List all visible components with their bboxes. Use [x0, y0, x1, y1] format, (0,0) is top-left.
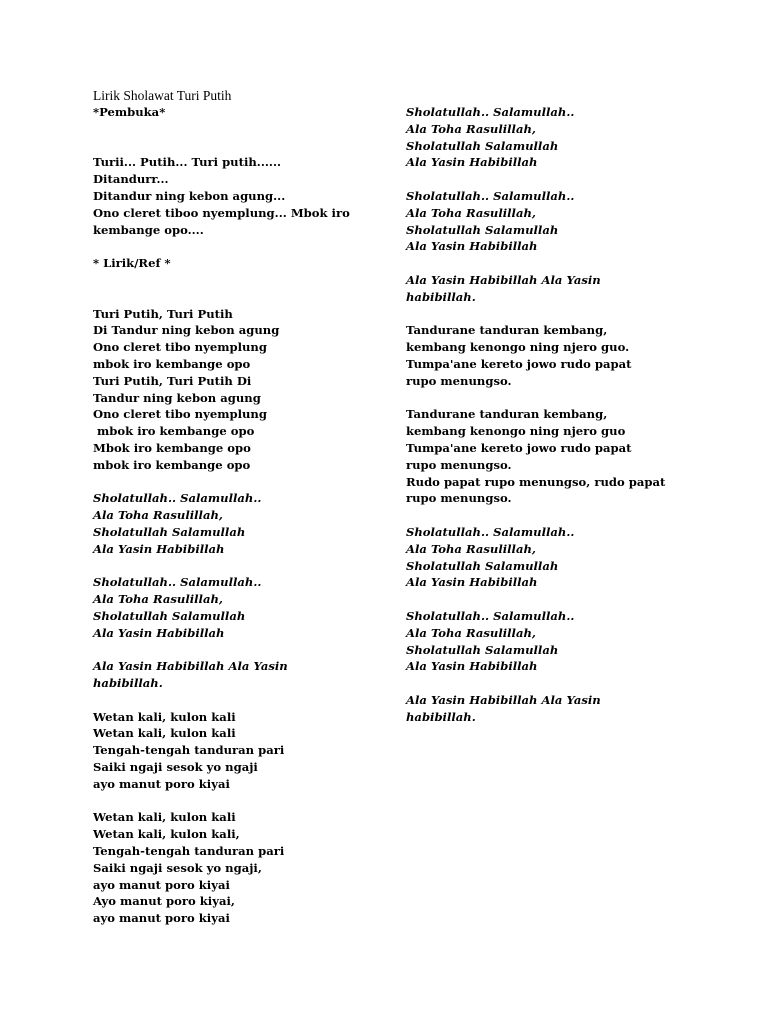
sholawat-line: Sholatullah.. Salamullah..: [93, 491, 262, 506]
sholawat-line: Ala Toha Rasulillah,: [93, 508, 223, 523]
pembuka-block: [93, 154, 393, 238]
habibillah-block: [406, 272, 706, 306]
wetan-block: [93, 709, 393, 793]
sholawat-line: Sholatullah Salamullah: [93, 524, 246, 539]
pembuka-line: Ditandurr...: [93, 172, 169, 187]
wetan-block: [93, 809, 393, 927]
tandurane-line: Rudo papat rupo menungso, rudo papat: [406, 474, 666, 489]
sholawat-block: [93, 490, 393, 557]
habibillah-line: habibillah.: [93, 676, 163, 691]
tandurane-line: kembang kenongo ning njero guo.: [406, 340, 630, 355]
habibillah-line: Ala Yasin Habibillah Ala Yasin: [406, 272, 601, 287]
tandurane-line: rupo menungso.: [406, 373, 512, 388]
ref-line: mbok iro kembange opo: [93, 424, 255, 439]
sholawat-line: Ala Yasin Habibillah: [93, 625, 225, 640]
sholawat-line: Sholatullah.. Salamullah..: [93, 575, 262, 590]
sholawat-line: Ala Yasin Habibillah: [406, 659, 538, 674]
pembuka-line: Ditandur ning kebon agung...: [93, 188, 286, 203]
wetan-line: Wetan kali, kulon kali: [93, 810, 236, 825]
wetan-line: ayo manut poro kiyai: [93, 776, 230, 791]
wetan-line: Wetan kali, kulon kali: [93, 709, 236, 724]
tandurane-line: Tandurane tanduran kembang,: [406, 407, 608, 422]
sholawat-line: Sholatullah Salamullah: [406, 138, 559, 153]
ref-line: mbok iro kembange opo: [93, 356, 251, 371]
ref-line: Di Tandur ning kebon agung: [93, 323, 280, 338]
habibillah-block: [93, 658, 393, 692]
wetan-line: Saiki ngaji sesok yo ngaji,: [93, 860, 262, 875]
sholawat-line: Ala Toha Rasulillah,: [406, 541, 536, 556]
sholawat-line: Ala Yasin Habibillah: [406, 575, 538, 590]
sholawat-line: Sholatullah.. Salamullah..: [406, 524, 575, 539]
ref-line: Turi Putih, Turi Putih: [93, 306, 233, 321]
wetan-line: Saiki ngaji sesok yo ngaji: [93, 760, 258, 775]
habibillah-block: [406, 692, 706, 726]
sholawat-line: Sholatullah.. Salamullah..: [406, 188, 575, 203]
pembuka-label: *Pembuka*: [93, 105, 166, 119]
sholawat-line: Ala Toha Rasulillah,: [406, 205, 536, 220]
pembuka-line: Turii... Putih... Turi putih......: [93, 155, 282, 170]
sholawat-line: Sholatullah Salamullah: [406, 222, 559, 237]
habibillah-line: habibillah.: [406, 709, 476, 724]
sholawat-line: Ala Toha Rasulillah,: [406, 121, 536, 136]
ref-block: [93, 306, 393, 474]
sholawat-line: Ala Toha Rasulillah,: [406, 625, 536, 640]
wetan-line: Wetan kali, kulon kali,: [93, 827, 240, 842]
sholawat-line: Sholatullah Salamullah: [406, 558, 559, 573]
tandurane-line: Tumpa'ane kereto jowo rudo papat: [406, 440, 632, 455]
sholawat-line: Sholatullah Salamullah: [93, 608, 246, 623]
ref-line: Ono cleret tibo nyemplung: [93, 407, 267, 422]
pembuka-line: kembange opo....: [93, 222, 204, 237]
sholawat-block: [93, 574, 393, 641]
ref-line: Ono cleret tibo nyemplung: [93, 340, 267, 355]
document-title: Lirik Sholawat Turi Putih: [93, 88, 232, 103]
tandurane-line: rupo menungso.: [406, 457, 512, 472]
wetan-line: ayo manut poro kiyai: [93, 911, 230, 926]
wetan-line: ayo manut poro kiyai: [93, 877, 230, 892]
wetan-line: Tengah-tengah tanduran pari: [93, 743, 285, 758]
ref-label: * Lirik/Ref *: [93, 256, 171, 271]
habibillah-line: habibillah.: [406, 289, 476, 304]
tandurane-block: [406, 322, 706, 389]
tandurane-line: kembang kenongo ning njero guo: [406, 424, 626, 439]
ref-line: Tandur ning kebon agung: [93, 390, 261, 405]
sholawat-line: Sholatullah Salamullah: [406, 642, 559, 657]
habibillah-line: Ala Yasin Habibillah Ala Yasin: [93, 659, 288, 674]
sholawat-line: Ala Toha Rasulillah,: [93, 592, 223, 607]
sholawat-line: Ala Yasin Habibillah: [406, 239, 538, 254]
sholawat-line: Ala Yasin Habibillah: [406, 155, 538, 170]
ref-line: Mbok iro kembange opo: [93, 440, 251, 455]
wetan-line: Tengah-tengah tanduran pari: [93, 844, 285, 859]
tandurane-line: Tandurane tanduran kembang,: [406, 323, 608, 338]
wetan-line: Ayo manut poro kiyai,: [93, 894, 235, 909]
sholawat-block: [406, 104, 706, 171]
habibillah-line: Ala Yasin Habibillah Ala Yasin: [406, 692, 601, 707]
tandurane-block: [406, 406, 706, 507]
left-column: [93, 87, 393, 927]
sholawat-block: [406, 524, 706, 591]
ref-line: mbok iro kembange opo: [93, 457, 251, 472]
tandurane-line: Tumpa'ane kereto jowo rudo papat: [406, 356, 632, 371]
sholawat-line: Sholatullah.. Salamullah..: [406, 105, 575, 119]
tandurane-line: rupo menungso.: [406, 491, 512, 506]
pembuka-line: Ono cleret tiboo nyemplung... Mbok iro: [93, 205, 350, 220]
ref-line: Turi Putih, Turi Putih Di: [93, 373, 252, 388]
sholawat-block: [406, 608, 706, 675]
wetan-line: Wetan kali, kulon kali: [93, 726, 236, 741]
sholawat-block: [406, 188, 706, 255]
right-column: [406, 104, 706, 725]
sholawat-line: Sholatullah.. Salamullah..: [406, 608, 575, 623]
sholawat-line: Ala Yasin Habibillah: [93, 541, 225, 556]
